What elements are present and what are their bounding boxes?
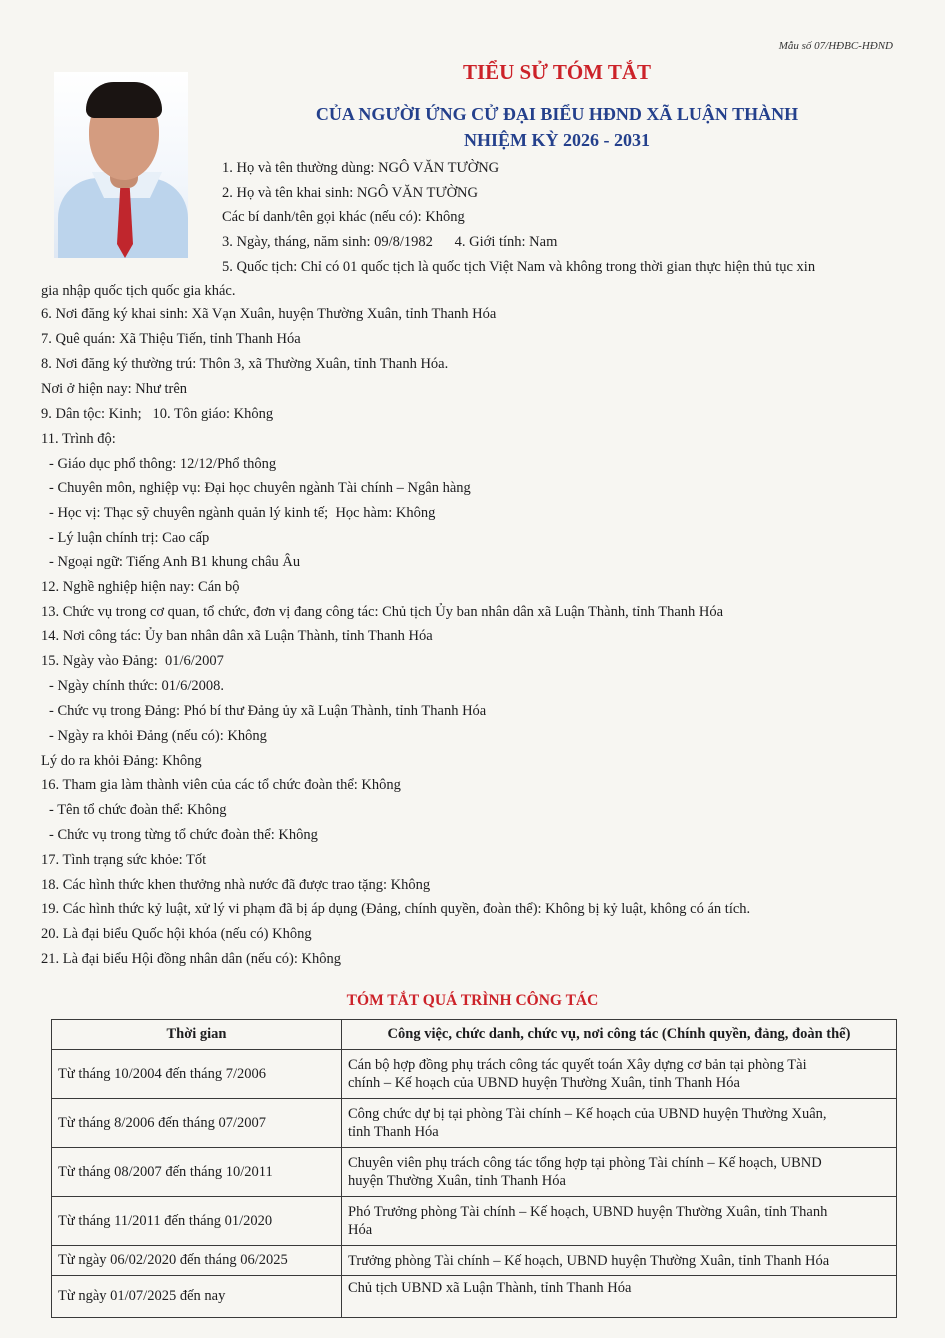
description-line: Cán bộ hợp đồng phụ trách công tác quyết toán Xây dựng cơ bản tại phòng Tài [348, 1057, 807, 1073]
info-line: - Ngày ra khỏi Đảng (nếu có): Không [49, 728, 267, 744]
form-code: Mẫu số 07/HĐBC-HĐND [778, 40, 893, 52]
info-line: 20. Là đại biểu Quốc hội khóa (nếu có) Không [41, 926, 312, 942]
info-line: 5. Quốc tịch: Chỉ có 01 quốc tịch là quốc tịch Việt Nam và không trong thời gian thực hiện thủ tục xin [222, 259, 816, 275]
term-subtitle: NHIỆM KỲ 2026 - 2031 [464, 130, 650, 150]
info-line: 17. Tình trạng sức khỏe: Tốt [41, 852, 207, 868]
description-cell [342, 1276, 897, 1318]
table-row [52, 1276, 897, 1318]
info-line: 18. Các hình thức khen thưởng nhà nước đã được trao tặng: Không [41, 877, 431, 893]
description-line: Hóa [348, 1222, 373, 1238]
info-line: 21. Là đại biểu Hội đồng nhân dân (nếu có): Không [41, 951, 341, 967]
description-line: Công chức dự bị tại phòng Tài chính – Kế hoạch của UBND huyện Thường Xuân, [348, 1106, 827, 1122]
info-line: - Lý luận chính trị: Cao cấp [49, 530, 210, 546]
info-line: gia nhập quốc tịch quốc gia khác. [41, 283, 236, 299]
header-period: Thời gian [52, 1020, 342, 1050]
candidate-portrait [54, 72, 188, 258]
info-line: 19. Các hình thức kỷ luật, xử lý vi phạm đã bị áp dụng (Đảng, chính quyền, đoàn thể): Không bị kỷ luật, không có án tích. [41, 901, 751, 917]
info-line: 15. Ngày vào Đảng: 01/6/2007 [41, 653, 224, 669]
info-line: - Chuyên môn, nghiệp vụ: Đại học chuyên ngành Tài chính – Ngân hàng [49, 480, 471, 496]
info-line: 6. Nơi đăng ký khai sinh: Xã Vạn Xuân, huyện Thường Xuân, tỉnh Thanh Hóa [41, 306, 497, 322]
document-title: TIỂU SỬ TÓM TẮT [462, 60, 652, 84]
description-cell [342, 1050, 897, 1099]
description-line: Chủ tịch UBND xã Luận Thành, tỉnh Thanh Hóa [348, 1280, 632, 1296]
period-cell: Từ tháng 08/2007 đến tháng 10/2011 [52, 1148, 342, 1197]
info-line: - Chức vụ trong Đảng: Phó bí thư Đảng ủy xã Luận Thành, tỉnh Thanh Hóa [49, 703, 487, 719]
info-line: 9. Dân tộc: Kinh; 10. Tôn giáo: Không [41, 406, 274, 422]
document-subtitle: CỦA NGƯỜI ỨNG CỬ ĐẠI BIỂU HĐND XÃ LUẬN THÀNH [315, 104, 799, 124]
description-cell [342, 1246, 897, 1276]
info-line: - Giáo dục phổ thông: 12/12/Phổ thông [49, 456, 277, 472]
table-row [52, 1050, 897, 1099]
table-row [52, 1148, 897, 1197]
info-line: - Ngoại ngữ: Tiếng Anh B1 khung châu Âu [49, 554, 301, 570]
period-cell: Từ tháng 8/2006 đến tháng 07/2007 [52, 1099, 342, 1148]
table-row [52, 1246, 897, 1276]
header-description: Công việc, chức danh, chức vụ, nơi công tác (Chính quyền, đảng, đoàn thể) [342, 1020, 897, 1050]
table-row [52, 1197, 897, 1246]
info-line: - Chức vụ trong từng tổ chức đoàn thể: Không [49, 827, 318, 843]
description-line: Chuyên viên phụ trách công tác tổng hợp tại phòng Tài chính – Kế hoạch, UBND [348, 1155, 822, 1171]
description-line: tỉnh Thanh Hóa [348, 1124, 439, 1140]
description-cell [342, 1148, 897, 1197]
info-line: 13. Chức vụ trong cơ quan, tổ chức, đơn vị đang công tác: Chủ tịch Ủy ban nhân dân xã Luận Thành, tỉnh Thanh Hóa [41, 604, 724, 620]
period-cell: Từ tháng 11/2011 đến tháng 01/2020 [52, 1197, 342, 1246]
period-cell: Từ tháng 10/2004 đến tháng 7/2006 [52, 1050, 342, 1099]
period-cell: Từ ngày 01/07/2025 đến nay [52, 1276, 342, 1318]
info-line: 16. Tham gia làm thành viên của các tổ chức đoàn thể: Không [41, 777, 401, 793]
info-line: 12. Nghề nghiệp hiện nay: Cán bộ [41, 579, 240, 595]
info-line: 8. Nơi đăng ký thường trú: Thôn 3, xã Thường Xuân, tỉnh Thanh Hóa. [41, 356, 449, 372]
info-line: 1. Họ và tên thường dùng: NGÔ VĂN TƯỜNG [222, 160, 500, 176]
info-line: - Học vị: Thạc sỹ chuyên ngành quản lý kinh tế; Học hàm: Không [49, 505, 436, 521]
description-cell [342, 1197, 897, 1246]
info-line: 3. Ngày, tháng, năm sinh: 09/8/1982 4. Giới tính: Nam [222, 234, 558, 250]
table-row [52, 1099, 897, 1148]
description-line: huyện Thường Xuân, tỉnh Thanh Hóa [348, 1173, 566, 1189]
info-line: 7. Quê quán: Xã Thiệu Tiến, tỉnh Thanh Hóa [41, 331, 301, 347]
info-line: 11. Trình độ: [41, 431, 116, 447]
description-line: Phó Trưởng phòng Tài chính – Kế hoạch, UBND huyện Thường Xuân, tỉnh Thanh [348, 1204, 828, 1220]
info-line: Lý do ra khỏi Đảng: Không [41, 753, 202, 769]
period-cell: Từ ngày 06/02/2020 đến tháng 06/2025 [52, 1246, 342, 1276]
work-history-title: TÓM TẮT QUÁ TRÌNH CÔNG TÁC [346, 992, 599, 1009]
description-line: Trưởng phòng Tài chính – Kế hoạch, UBND huyện Thường Xuân, tỉnh Thanh Hóa [348, 1252, 830, 1269]
info-line: - Ngày chính thức: 01/6/2008. [49, 678, 224, 694]
description-cell [342, 1099, 897, 1148]
work-history-table [51, 1019, 897, 1318]
info-line: Các bí danh/tên gọi khác (nếu có): Không [222, 209, 465, 225]
table-header-row [52, 1020, 897, 1050]
info-line: Nơi ở hiện nay: Như trên [41, 381, 188, 397]
info-line: - Tên tổ chức đoàn thể: Không [49, 802, 227, 818]
info-line: 2. Họ và tên khai sinh: NGÔ VĂN TƯỜNG [222, 185, 478, 201]
description-line: chính – Kế hoạch của UBND huyện Thường Xuân, tỉnh Thanh Hóa [348, 1075, 740, 1091]
info-line: 14. Nơi công tác: Ủy ban nhân dân xã Luận Thành, tỉnh Thanh Hóa [41, 628, 433, 644]
